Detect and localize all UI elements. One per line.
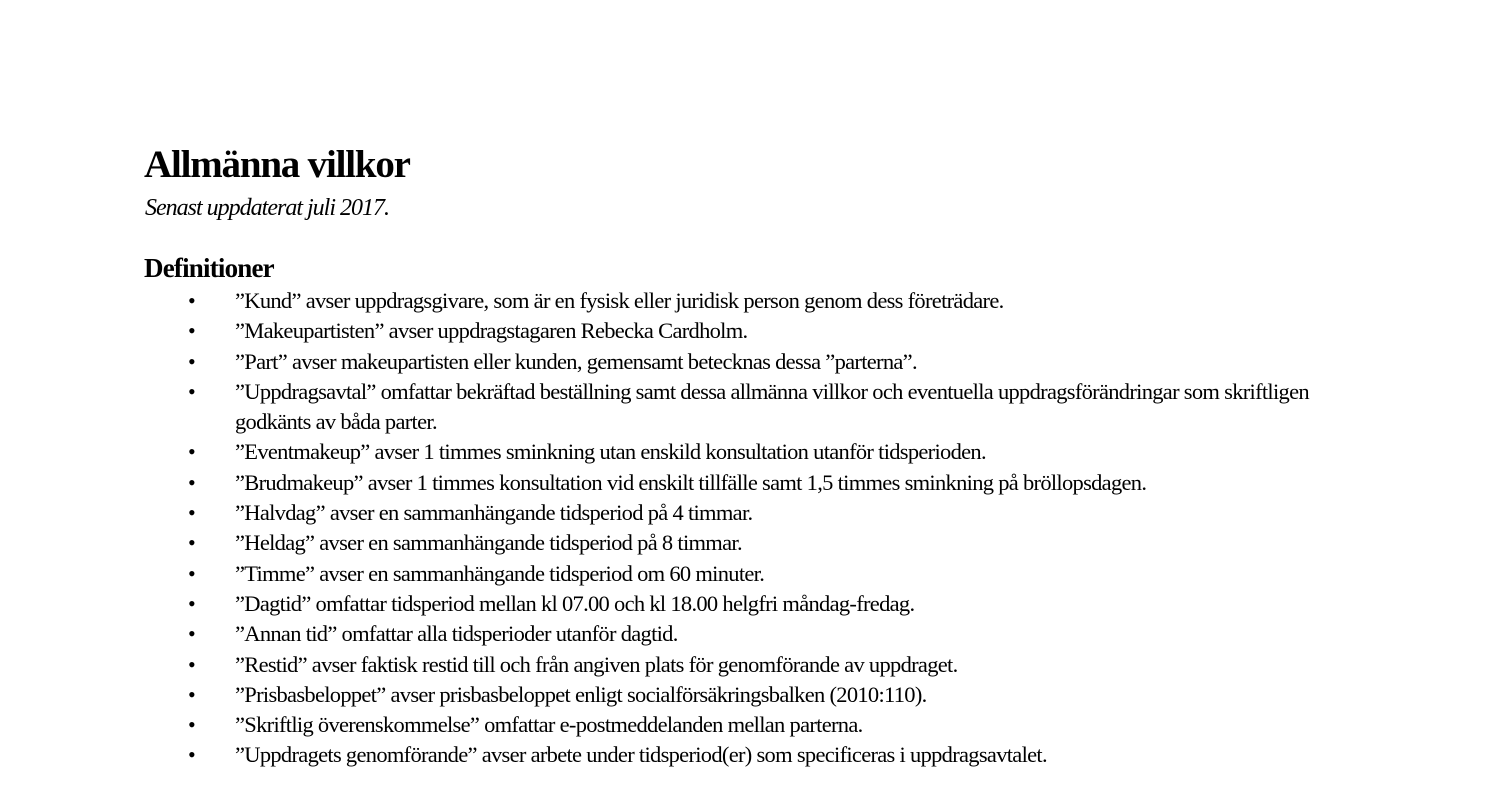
definition-text: ”Restid” avser faktisk restid till och från angiven plats för genomförande av uppdraget. — [235, 651, 958, 677]
definition-text: ”Uppdragets genomförande” avser arbete under tidsperiod(er) som specificeras i uppdragsavtalet. — [235, 742, 1047, 768]
definition-item — [0, 437, 1400, 467]
definition-item — [0, 710, 1400, 740]
definition-text: ”Timme” avser en sammanhängande tidsperiod om 60 minuter. — [235, 560, 765, 586]
definition-item — [0, 316, 1400, 346]
definition-item — [0, 740, 1400, 770]
definition-text: ”Brudmakeup” avser 1 timmes konsultation vid enskilt tillfälle samt 1,5 timmes sminkning på bröllopsdagen. — [235, 469, 1147, 495]
section-heading-definitions: Definitioner — [144, 253, 274, 283]
bullet-icon: • — [188, 742, 196, 768]
definition-text: ”Eventmakeup” avser 1 timmes sminkning utan enskild konsultation utanför tidsperioden. — [235, 439, 986, 465]
definition-text: ”Uppdragsavtal” omfattar bekräftad beställning samt dessa allmänna villkor och eventuella uppdragsförändringar som skriftligen godkänts av båda parter. — [235, 378, 1309, 435]
definition-item — [0, 377, 1400, 438]
definition-text: ”Heldag” avser en sammanhängande tidsperiod på 8 timmar. — [235, 530, 742, 556]
definition-text: ”Prisbasbeloppet” avser prisbasbeloppet enligt socialförsäkringsbalken (2010:110). — [235, 681, 927, 707]
definition-item — [0, 347, 1400, 377]
definition-text: ”Dagtid” omfattar tidsperiod mellan kl 07.00 och kl 18.00 helgfri måndag-fredag. — [235, 590, 915, 616]
bullet-icon: • — [188, 378, 196, 404]
bullet-icon: • — [188, 288, 196, 313]
definition-text: ”Part” avser makeupartisten eller kunden, gemensamt betecknas dessa ”parterna”. — [235, 348, 917, 374]
bullet-icon: • — [188, 560, 196, 586]
definition-item — [0, 528, 1400, 558]
bullet-icon: • — [188, 621, 196, 647]
definitions-list — [0, 286, 1400, 771]
definition-text: ”Kund” avser uppdragsgivare, som är en fysisk eller juridisk person genom dess företrädare. — [235, 288, 1004, 313]
bullet-icon: • — [188, 469, 196, 495]
definition-item — [0, 498, 1400, 528]
definition-item — [0, 286, 1400, 316]
definition-text: ”Annan tid” omfattar alla tidsperioder utanför dagtid. — [235, 621, 678, 647]
definition-text: ”Halvdag” avser en sammanhängande tidsperiod på 4 timmar. — [235, 500, 753, 526]
last-updated-subtitle: Senast uppdaterat juli 2017. — [145, 195, 389, 221]
definition-text: ”Makeupartisten” avser uppdragstagaren Rebecka Cardholm. — [235, 318, 748, 344]
definition-item — [0, 680, 1400, 710]
bullet-icon: • — [188, 439, 196, 465]
definition-item — [0, 468, 1400, 498]
bullet-icon: • — [188, 500, 196, 526]
bullet-icon: • — [188, 651, 196, 677]
definition-item — [0, 559, 1400, 589]
page-title: Allmänna villkor — [144, 143, 410, 186]
definition-item — [0, 650, 1400, 680]
definition-text: ”Skriftlig överenskommelse” omfattar e-postmeddelanden mellan parterna. — [235, 712, 863, 738]
bullet-icon: • — [188, 318, 196, 344]
bullet-icon: • — [188, 590, 196, 616]
bullet-icon: • — [188, 681, 196, 707]
bullet-icon: • — [188, 348, 196, 374]
definition-item — [0, 589, 1400, 619]
definition-item — [0, 619, 1400, 649]
bullet-icon: • — [188, 712, 196, 738]
bullet-icon: • — [188, 530, 196, 556]
